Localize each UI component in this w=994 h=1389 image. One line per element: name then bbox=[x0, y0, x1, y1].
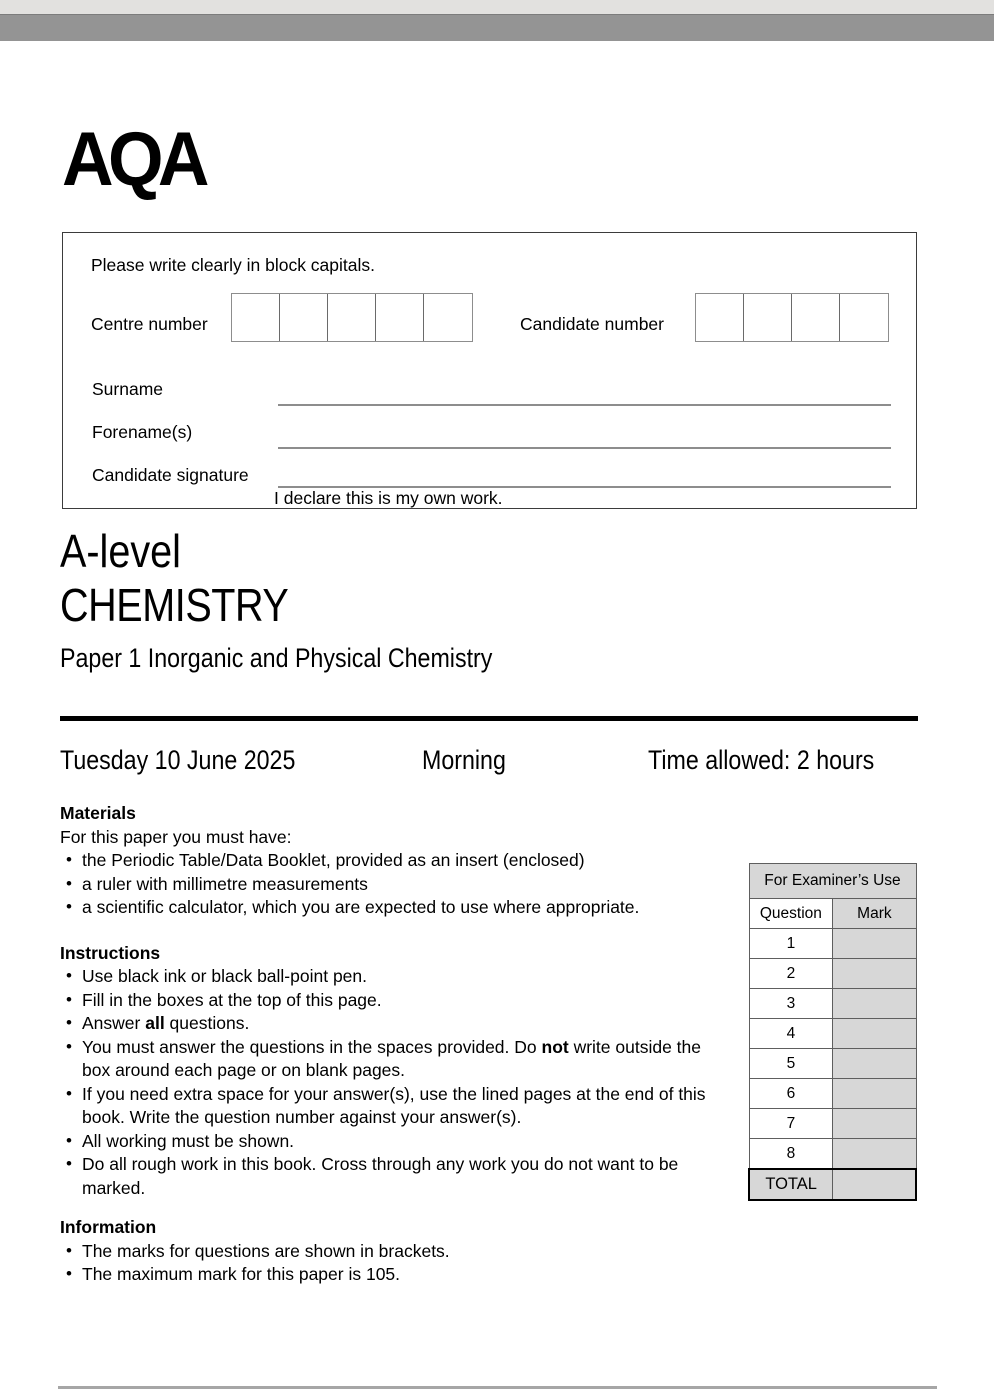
block-capitals-note: Please write clearly in block capitals. bbox=[91, 255, 376, 275]
materials-heading: Materials bbox=[60, 803, 136, 823]
table-row bbox=[749, 959, 916, 989]
list-item: • Do all rough work in this book. Cross through any work you do not want to be marked. bbox=[60, 1153, 732, 1200]
examiner-table-total-row bbox=[749, 1169, 916, 1200]
mark-entry-cell[interactable] bbox=[833, 1109, 916, 1139]
centre-number-cell[interactable] bbox=[232, 294, 280, 341]
mark-entry-cell[interactable] bbox=[833, 1139, 916, 1170]
declaration-text: I declare this is my own work. bbox=[274, 488, 503, 508]
list-item: • Use black ink or black ball-point pen. bbox=[60, 965, 732, 989]
window-chrome-toolbar-band bbox=[0, 14, 994, 42]
exam-time-allowed: Time allowed: 2 hours bbox=[648, 745, 875, 775]
mark-entry-cell[interactable] bbox=[833, 1049, 916, 1079]
examiner-use-table bbox=[748, 863, 917, 1201]
list-item: • Fill in the boxes at the top of this page. bbox=[60, 989, 732, 1013]
question-number: 2 bbox=[749, 959, 833, 989]
question-number: 5 bbox=[749, 1049, 833, 1079]
materials-intro: For this paper you must have: bbox=[60, 826, 292, 847]
mark-entry-cell[interactable] bbox=[833, 989, 916, 1019]
candidate-signature-label: Candidate signature bbox=[92, 465, 249, 485]
list-item-text: You must answer the questions in the spaces provided. Do not write outside the box around each page or on blank pages. bbox=[82, 1036, 702, 1080]
examiner-table-header-row bbox=[749, 899, 916, 929]
forename-label: Forename(s) bbox=[92, 422, 193, 442]
table-row bbox=[749, 1079, 916, 1109]
mark-entry-cell[interactable] bbox=[833, 1079, 916, 1109]
table-row bbox=[749, 1019, 916, 1049]
centre-number-cell[interactable] bbox=[424, 294, 472, 341]
question-number: 1 bbox=[749, 929, 833, 959]
information-heading: Information bbox=[60, 1217, 157, 1237]
mark-entry-cell[interactable] bbox=[833, 959, 916, 989]
column-header-question: Question bbox=[749, 899, 833, 929]
list-item: • All working must be shown. bbox=[60, 1130, 732, 1154]
table-row bbox=[749, 989, 916, 1019]
surname-input-line[interactable] bbox=[278, 404, 891, 406]
mark-entry-cell[interactable] bbox=[833, 929, 916, 959]
instructions-list bbox=[60, 965, 732, 1200]
exam-date: Tuesday 10 June 2025 bbox=[60, 745, 296, 775]
list-item bbox=[60, 1012, 732, 1036]
title-divider-rule bbox=[60, 716, 918, 721]
list-item: • the Periodic Table/Data Booklet, provided as an insert (enclosed) bbox=[60, 849, 732, 873]
question-number: 6 bbox=[749, 1079, 833, 1109]
window-chrome-top-band bbox=[0, 0, 994, 14]
centre-number-cell[interactable] bbox=[328, 294, 376, 341]
list-item: • The marks for questions are shown in brackets. bbox=[60, 1240, 732, 1264]
centre-number-cell[interactable] bbox=[376, 294, 424, 341]
candidate-number-label: Candidate number bbox=[520, 314, 664, 334]
materials-list bbox=[60, 849, 732, 920]
column-header-mark: Mark bbox=[833, 899, 916, 929]
exam-session: Morning bbox=[422, 745, 506, 775]
paper-subtitle: Paper 1 Inorganic and Physical Chemistry bbox=[60, 643, 493, 673]
list-item: • The maximum mark for this paper is 105. bbox=[60, 1263, 732, 1287]
list-item: • a ruler with millimetre measurements bbox=[60, 873, 732, 897]
subject-title: CHEMISTRY bbox=[60, 579, 289, 631]
exam-paper-page bbox=[0, 41, 994, 1354]
question-number: 7 bbox=[749, 1109, 833, 1139]
total-mark-cell[interactable] bbox=[833, 1169, 916, 1200]
aqa-logo: AQA bbox=[62, 117, 204, 202]
candidate-number-cell[interactable] bbox=[792, 294, 840, 341]
qualification-level: A-level bbox=[60, 525, 181, 577]
candidate-number-cell[interactable] bbox=[840, 294, 888, 341]
candidate-number-cell[interactable] bbox=[696, 294, 744, 341]
information-list bbox=[60, 1240, 732, 1287]
centre-number-cell[interactable] bbox=[280, 294, 328, 341]
candidate-details-box bbox=[62, 232, 917, 509]
table-row bbox=[749, 1139, 916, 1170]
question-number: 3 bbox=[749, 989, 833, 1019]
mark-entry-cell[interactable] bbox=[833, 1019, 916, 1049]
centre-number-label: Centre number bbox=[91, 314, 208, 334]
examiner-table-title: For Examiner’s Use bbox=[749, 864, 916, 899]
list-item-text: Answer all questions. bbox=[82, 1013, 250, 1033]
examiner-table-body bbox=[749, 864, 916, 1201]
paper-title-block bbox=[60, 524, 920, 678]
instructions-column bbox=[60, 802, 732, 1287]
list-item-text: If you need extra space for your answer(s), use the lined pages at the end of this book. Write the question number against your answer(s). bbox=[82, 1083, 706, 1127]
candidate-number-cell[interactable] bbox=[744, 294, 792, 341]
candidate-number-input[interactable] bbox=[695, 293, 889, 342]
examiner-table-title-row bbox=[749, 864, 916, 899]
question-number: 8 bbox=[749, 1139, 833, 1170]
total-label: TOTAL bbox=[749, 1169, 833, 1200]
list-item: • a scientific calculator, which you are expected to use where appropriate. bbox=[60, 896, 732, 920]
instructions-heading: Instructions bbox=[60, 942, 161, 963]
list-item bbox=[60, 1036, 732, 1083]
table-row bbox=[749, 929, 916, 959]
forename-input-line[interactable] bbox=[278, 447, 891, 449]
list-item bbox=[60, 1083, 732, 1130]
question-number: 4 bbox=[749, 1019, 833, 1049]
table-row bbox=[749, 1049, 916, 1079]
centre-number-input[interactable] bbox=[231, 293, 473, 342]
table-row bbox=[749, 1109, 916, 1139]
surname-label: Surname bbox=[92, 379, 164, 399]
